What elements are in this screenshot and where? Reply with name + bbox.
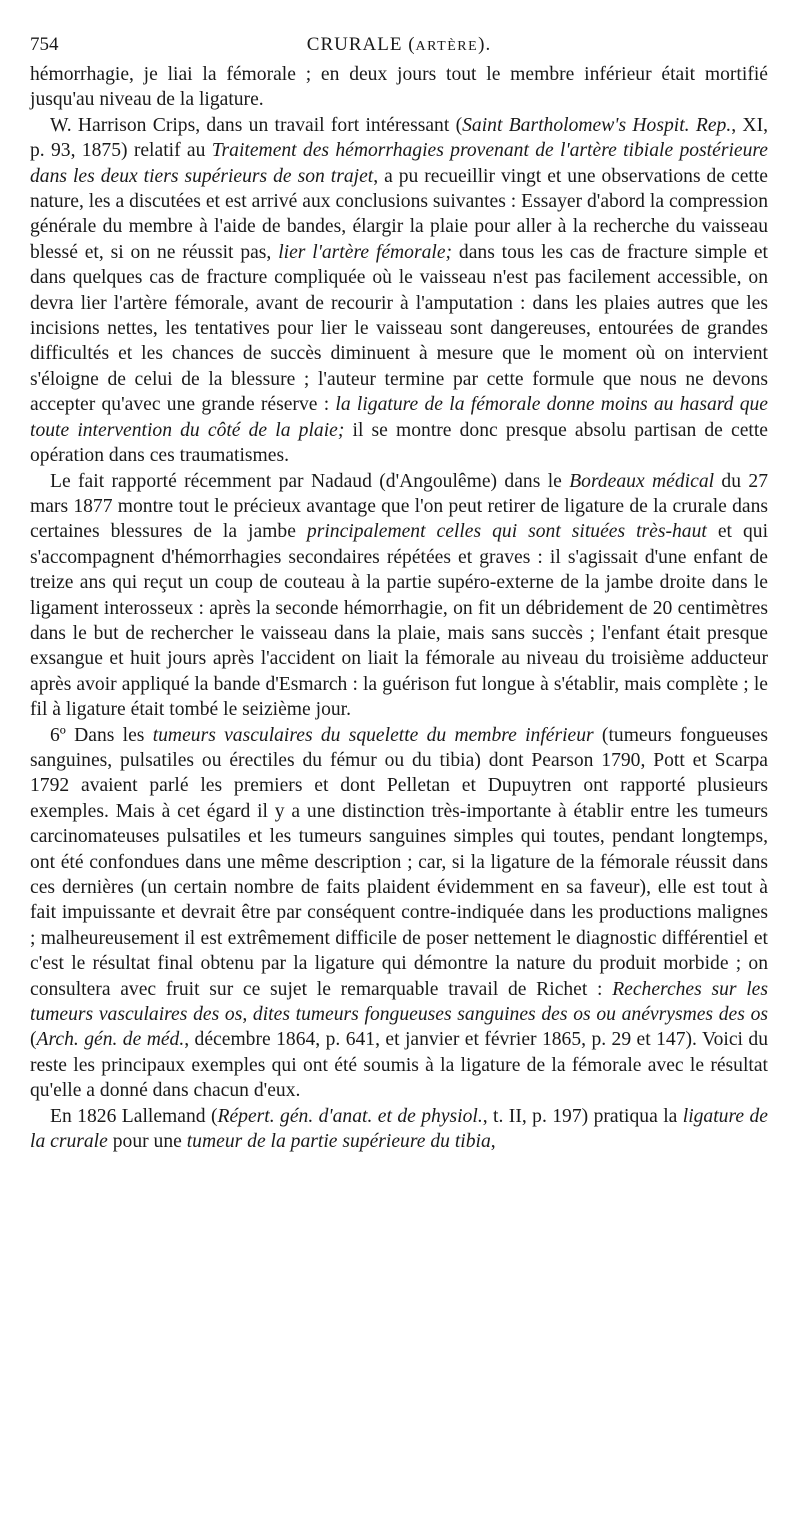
italic-text: ligature de la crurale: [30, 1105, 768, 1153]
text-run: , a pu recueillir vingt et une observations de cette nature, les a discutées et est arrivé aux conclusions suivantes : Essayer d'abord la compression générale du membre à l'aide de bandes, élargir la plaie pour aller à la recherche du vaisseau blessé et, si on ne réussit pas,: [30, 165, 768, 263]
paragraph: [30, 62, 768, 113]
text-run: (: [30, 1029, 37, 1051]
italic-text: la ligature de la fémorale donne moins au hasard que toute intervention du côté de la plaie;: [30, 394, 768, 441]
text-run: il se montre donc presque absolu partisan de cette opération dans ces traumatismes.: [30, 419, 768, 467]
running-title-main: CRURALE (: [306, 34, 416, 55]
italic-text: Saint Bartholomew's Hospit. Rep.: [462, 114, 732, 136]
text-run: En 1826 Lallemand (: [50, 1105, 218, 1127]
text-run: , décembre 1864, p. 641, et janvier et février 1865, p. 29 et 147). Voici du reste les principaux exemples qui ont été soumis à la ligature de la fémorale avec le résultat qu'elle a donné dans chacun d'eux.: [30, 1029, 768, 1102]
page-number: 754: [30, 34, 59, 55]
text-run: ,: [490, 1131, 496, 1153]
italic-text: tumeurs vasculaires du squelette du membre inférieur: [152, 724, 594, 746]
running-header: [30, 28, 768, 62]
paragraph: [30, 1104, 768, 1155]
text-run: 6º Dans les: [50, 724, 153, 746]
italic-text: tumeur de la partie supérieure du tibia: [186, 1131, 491, 1153]
text-run: dans tous les cas de fracture simple et dans quelques cas de fracture compliquée où le vaisseau n'est pas facilement accessible, on devra lier l'artère fémorale, avant de recourir à l'amputation : dans les plaies autres que les incisions nettes, les tentatives pour lier le vaisseau sont dangereuses, entourées de grandes difficultés et les chances de succès diminuent à mesure que le moment où on intervient s'éloigne de celui de la blessure ; l'auteur termine par cette formule que nous ne devons accepter qu'avec une grande réserve :: [30, 241, 768, 416]
italic-text: Traitement des hémorrhagies provenant de l'artère tibiale postérieure dans les deux tiers supérieurs de son trajet: [30, 140, 768, 187]
paragraph: [30, 113, 768, 469]
italic-text: Répert. gén. d'anat. et de physiol.: [217, 1105, 483, 1127]
text-run: , XI, p. 93, 1875) relatif au: [30, 114, 768, 162]
text-run: W. Harrison Crips, dans un travail fort intéressant (: [50, 114, 463, 136]
text-run: du 27 mars 1877 montre tout le précieux avantage que l'on peut retirer de ligature de la crurale dans certaines blessures de la jambe: [30, 470, 768, 543]
text-run: hémorrhagie, je liai la fémorale ; en deux jours tout le membre inférieur était mortifié jusqu'au niveau de la ligature.: [30, 64, 768, 111]
italic-text: lier l'artère fémorale;: [278, 241, 453, 263]
running-title: [30, 32, 768, 59]
text-run: (tumeurs fongueuses sanguines, pulsatiles ou érectiles du fémur ou du tibia) dont Pearson 1790, Pott et Scarpa 1792 avaient parlé les premiers et dont Pelletan et Dupuytren ont rapporté plusieurs exemples. Mais à cet égard il y a une distinction très-importante à établir entre les tumeurs carcinomateuses pulsatiles et les tumeurs sanguines simples qui toutes, pendant longtemps, ont été confondues dans une même description ; car, si la ligature de la fémorale réussit dans ces dernières (un certain nombre de faits plaident évidemment en sa faveur), elle est tout à fait impuissante et devrait être par conséquent contre-indiquée dans les productions malignes ; malheureusement il est extrêmement difficile de poser nettement le diagnostic différentiel et c'est le résultat final obtenu par la ligature qui démontre la nature du produit morbide ; on consultera avec fruit sur ce sujet le remarquable travail de Richet :: [30, 724, 768, 1000]
book-page: [30, 28, 768, 1154]
italic-text: principalement celles qui sont situées très-haut: [306, 521, 707, 543]
text-run: et qui s'accompagnent d'hémorrhagies secondaires répétées et graves : il s'agissait d'une enfant de treize ans qui reçut un coup de couteau à la partie supéro-externe de la jambe droite dans le ligament interosseux : après la seconde hémorrhagie, on fit un débridement de 20 centimètres dans le but de rechercher le vaisseau dans la plaie, mais sans succès ; l'enfant était presque exsangue et huit jours après l'accident on liait la fémorale au niveau du troisième adducteur après avoir appliqué la bande d'Esmarch : la guérison fut longue à s'établir, mais complète ; le fil à ligature était tombé le seizième jour.: [30, 521, 769, 721]
text-run: Le fait rapporté récemment par Nadaud (d'Angoulême) dans le: [50, 470, 570, 492]
running-title-smallcaps: ARTÈRE: [415, 39, 479, 54]
paragraph: [30, 469, 768, 723]
italic-text: Recherches sur les tumeurs vasculaires des os, dites tumeurs fongueuses sanguines des os ou anévrysmes des os: [30, 978, 768, 1026]
running-title-end: ).: [478, 34, 492, 55]
text-run: , t. II, p. 197) pratiqua la: [482, 1105, 683, 1127]
text-run: pour une: [107, 1131, 187, 1153]
italic-text: Arch. gén. de méd.: [36, 1029, 185, 1051]
body-text: [30, 62, 768, 1154]
italic-text: Bordeaux médical: [569, 470, 715, 492]
paragraph: [30, 723, 768, 1104]
